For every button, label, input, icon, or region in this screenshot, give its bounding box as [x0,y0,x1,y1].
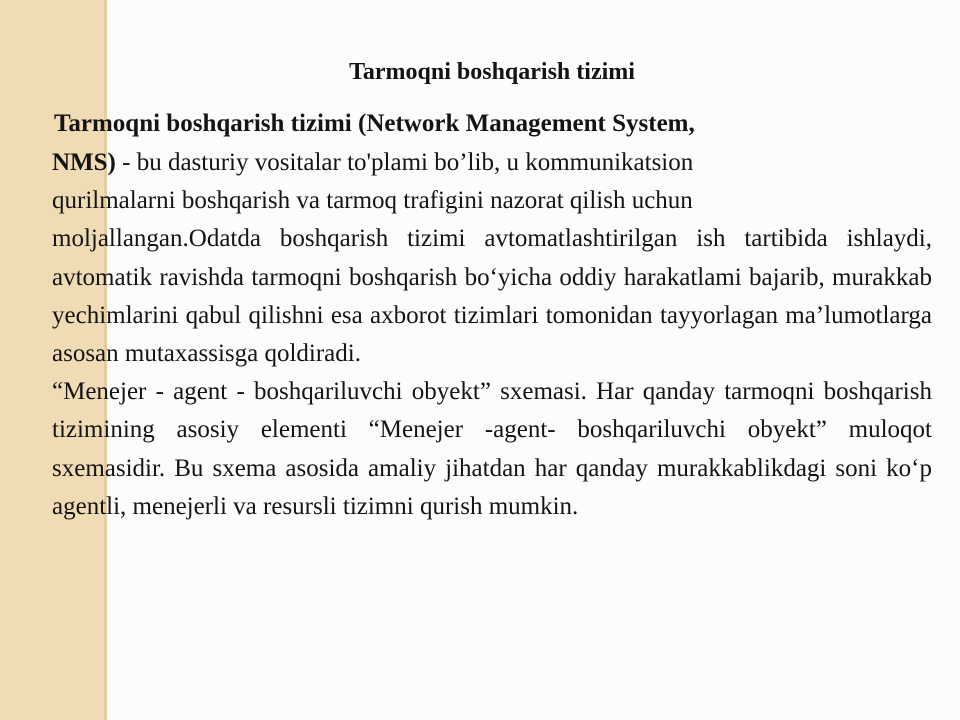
definition-line-2-text: - bu dasturiy vositalar to'plami bo’lib, u kommunikatsion [115,149,694,176]
slide-title: Tarmoqni boshqarish tizimi [349,59,635,85]
nms-abbreviation: NMS) [52,149,116,176]
scheme-paragraph: “Menejer - agent - boshqariluvchi obyekt” sxemasi. Har qanday tarmoqni boshqarish tizimining asosiy elementi “Menejer -agent- boshqariluvchi obyekt” muloqot sxemasidir. Bu sxema asosida amaliy jihatdan har qanday murakkablikdagi soni ko‘p agentli, menejerli va resursli tizimni qurish mumkin. [52,378,932,520]
definition-body-text: moljallangan.Odatda boshqarish tizimi avtomatlashtirilgan ish tartibida ishlaydi, avtomatik ravishda tarmoqni boshqarish bo‘yicha oddiy harakatlami bajarib, murakkab yechimlarini qabul qilishni esa axborot tizimlari tomonidan tayyorlagan ma’lumotlarga asosan mutaxassisga qoldiradi. [52,225,932,368]
definition-term-line: Tarmoqni boshqarish tizimi (Network Management System, [54,110,695,137]
definition-paragraph [52,144,932,373]
slide-content [52,52,932,526]
definition-line-2 [52,144,874,182]
definition-line-3: qurilmalarni boshqarish va tarmoq trafigini nazorat qilish uchun [52,187,693,215]
